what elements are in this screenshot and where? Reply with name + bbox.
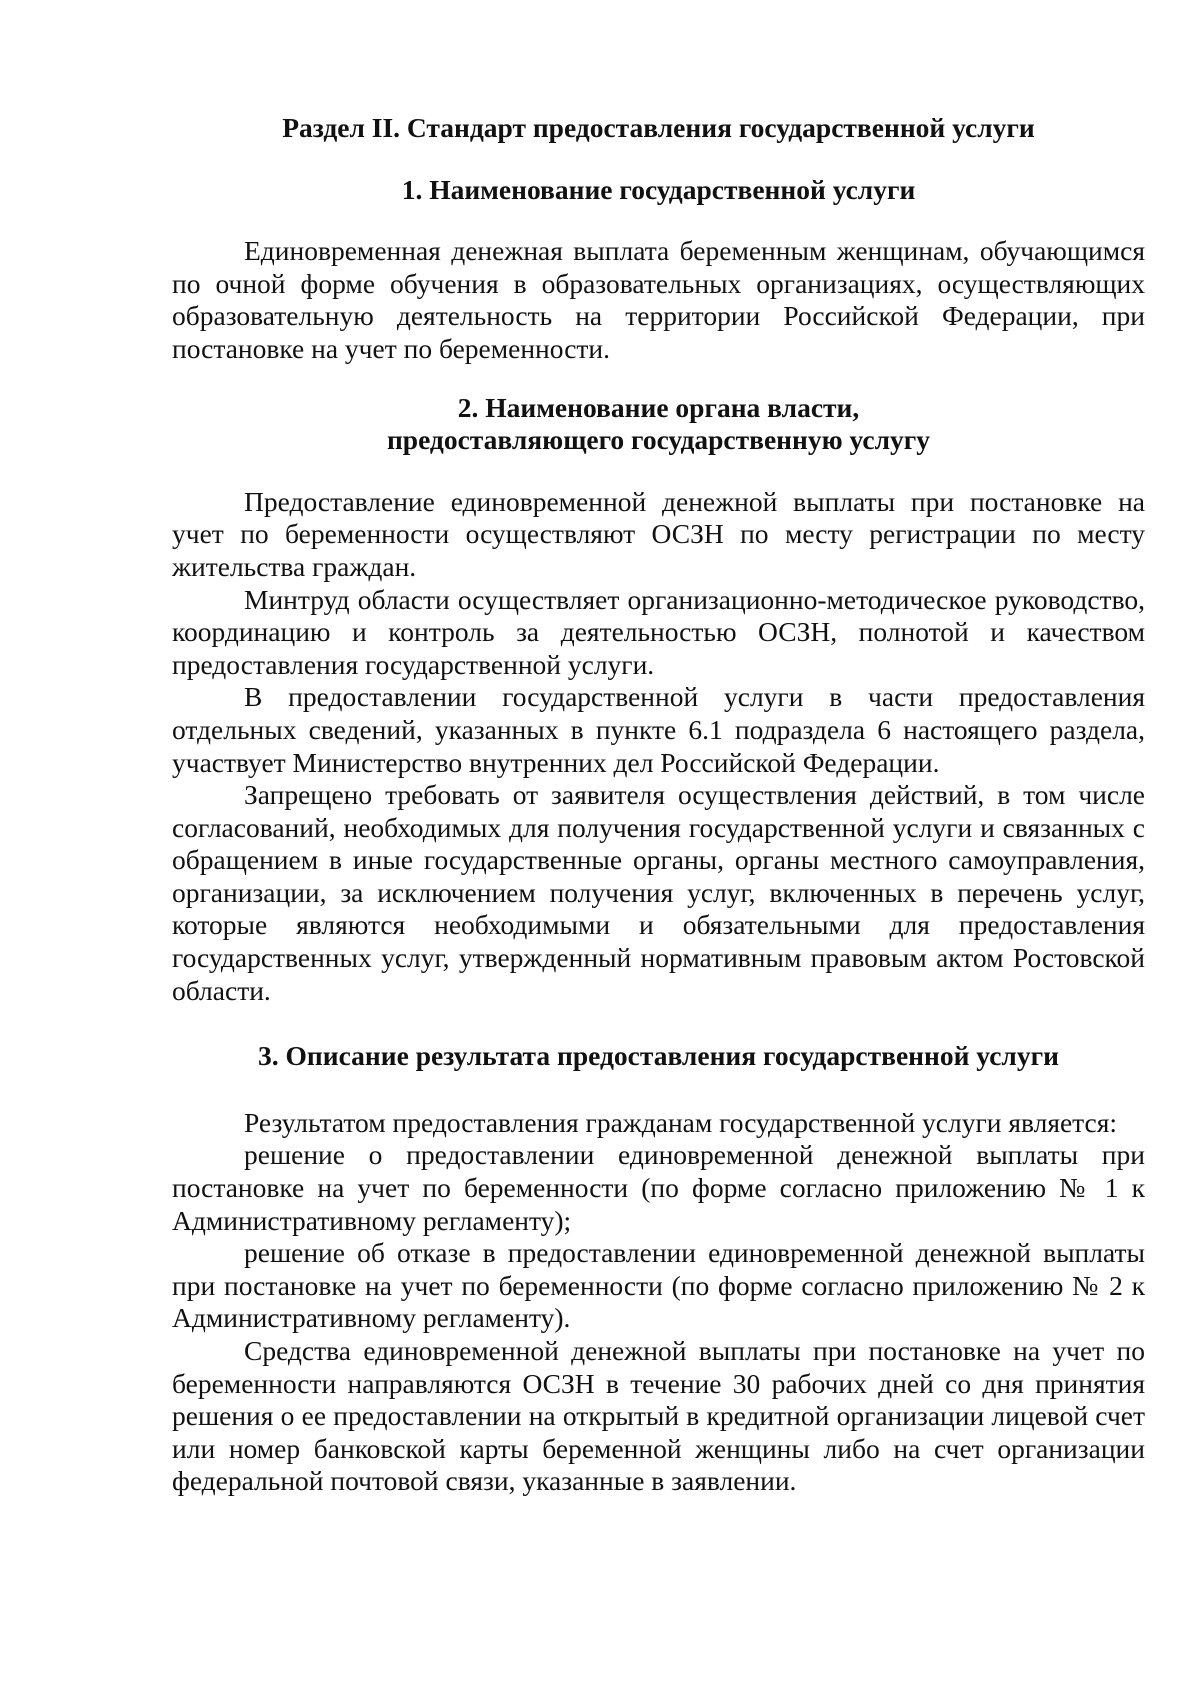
section-1-heading: 1. Наименование государственной услуги [401, 173, 916, 205]
section-2 [172, 392, 1145, 1008]
section-2-paragraph-4: Запрещено требовать от заявителя осуществления действий, в том числе согласований, необходимых для получения государственной услуги и связанных с обращением в иные государственные органы, органы местного самоуправления, организации, за исключением получения услуг, включенных в перечень услуг, которые являются необходимыми и обязательными для предоставления государственных услуг, утвержденный нормативным правовым актом Ростовской области. [172, 779, 1145, 1006]
section-3-paragraph-2: решение о предоставлении единовременной денежной выплаты при постановке на учет по беременности (по форме согласно приложению № 1 к Административному регламенту); [172, 1139, 1145, 1236]
section-2-heading [172, 392, 1145, 457]
section-2-paragraph-1: Предоставление единовременной денежной выплаты при постановке на учет по беременности осуществляют ОСЗН по месту регистрации по месту жительства граждан. [172, 485, 1145, 582]
section-2-paragraph-2: Минтруд области осуществляет организационно-методическое руководство, координацию и контроль за деятельностью ОСЗН, полнотой и качеством предоставления государственной услуги. [172, 583, 1145, 680]
section-2-heading-line-1: 2. Наименование органа власти, [457, 391, 860, 423]
section-1 [172, 174, 1145, 366]
section-2-paragraph-3: В предоставлении государственной услуги в части предоставления отдельных сведений, указанных в пункте 6.1 подраздела 6 настоящего раздела, участвует Министерство внутренних дел Российской Федерации. [172, 681, 1145, 778]
section-3-paragraph-4: Средства единовременной денежной выплаты при постановке на учет по беременности направляются ОСЗН в течение 30 рабочих дней со дня принятия решения о ее предоставлении на открытый в кредитной организации лицевой счет или номер банковской карты беременной женщины либо на счет организации федеральной почтовой связи, указанные в заявлении. [172, 1335, 1145, 1497]
section-3-heading: 3. Описание результата предоставления государственной услуги [258, 1040, 1059, 1072]
section-1-paragraph-1: Единовременная денежная выплата беременным женщинам, обучающимся по очной форме обучения в образовательных организациях, осуществляющих образовательную деятельность на территории Российской Федерации, при постановке на учет по беременности. [172, 235, 1145, 364]
section-3-paragraph-3: решение об отказе в предоставлении единовременной денежной выплаты при постановке на учет по беременности (по форме согласно приложению № 2 к Административному регламенту). [172, 1237, 1145, 1334]
section-3-paragraph-1: Результатом предоставления гражданам государственной услуги является: [244, 1106, 1118, 1138]
section-2-heading-line-2: предоставляющего государственную услугу [386, 424, 931, 456]
document-page [172, 112, 1145, 1498]
section-3 [172, 1040, 1145, 1498]
page-title: Раздел II. Стандарт предоставления государственной услуги [282, 112, 1035, 143]
